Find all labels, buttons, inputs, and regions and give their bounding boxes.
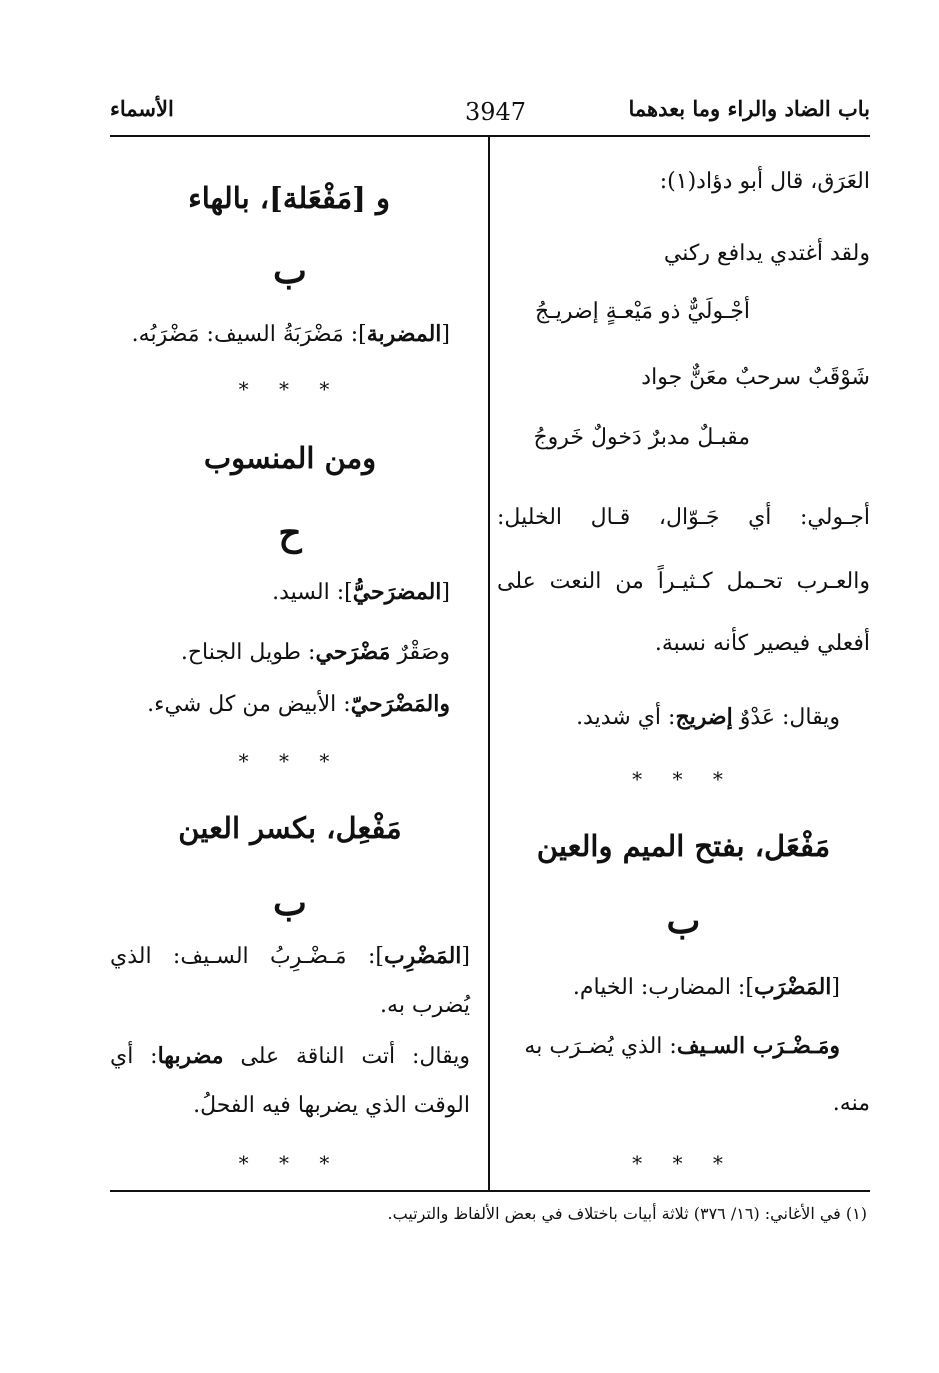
text-fragment: : أي شديد. [576,705,676,730]
section-heading: مَفْعَل، بفتح الميم والعين [536,829,831,863]
bracket: [ [441,580,450,605]
column-divider [488,136,490,1191]
root-letter: ح [278,512,302,554]
section-heading: ومن المنسوب [203,441,377,475]
headword: إضريج [675,704,733,730]
text-fragment: : الأبيض من كل شيء. [147,692,351,717]
section-separator: * * * [632,767,735,791]
section-separator: * * * [238,1151,342,1175]
text-fragment: ويقال: أتت الناقة على [240,1044,470,1069]
text-fragment: : طويل الجناح. [180,640,316,665]
page-number: 3947 [465,98,527,126]
section-separator: * * * [632,1151,735,1175]
section-heading: و [مَفْعَلة]، بالهاء [188,181,390,215]
text-fragment: ]: المضارب: الخيام. [572,975,754,1000]
text-line: العَرَق، قال أبو دؤاد(١): [659,169,870,194]
headword: المَضْرَب [753,974,832,1000]
root-letter: ب [273,250,307,292]
text-line: أفعلي فيصير كأنه نسبة. [654,631,870,656]
entry-line [110,942,470,972]
bracket: [ [441,322,450,347]
verse-line: أجْـولَيٌّ ذو مَيْعـةٍ إضريـجُ [535,299,750,324]
verse-line: شَوْقَبٌ سرحبٌ معَنٌّ جواد [641,365,870,390]
headword: المضرَحيُّ [352,579,442,605]
verse-line: ولقد أغتدي يدافع ركني [663,241,870,266]
headword: ومَـضْـرَب السـيف [676,1033,840,1059]
section-separator: * * * [238,749,342,773]
root-letter: ب [666,900,701,942]
text-fragment: ]: مَضْرَبَةُ السيف: مَضْرَبُه. [131,322,367,347]
footnote: (١) في الأغاني: (١٦/ ٣٧٦) ثلاثة أبيات باختلاف في بعض الألفاظ والترتيب. [387,1204,867,1223]
text-line: يُضرب به. [380,993,470,1018]
chapter-title: باب الضاد والراء وما بعدهما [628,96,870,121]
section-separator: * * * [238,377,342,401]
verse-line: مقبـلٌ مدبرٌ دَخولٌ خَروجُ [533,425,750,450]
text-fragment: : أي [110,1044,158,1069]
bracket: [ [461,944,470,969]
headword: مضربها [157,1043,224,1069]
entry-line [132,320,450,350]
text-line: الوقت الذي يضربها فيه الفحلُ. [193,1093,470,1118]
headword: المَضْرِب [383,943,462,969]
text-fragment: وصَقْرٌ [397,640,450,665]
text-line: منه. [832,1091,870,1116]
section-title: الأسماء [110,96,174,121]
text-line: والعـرب تحـمل كـثيـراً من النعت على [497,569,870,594]
bracket: [ [831,975,840,1000]
headword: والمَضْرَحيّ [350,691,450,717]
entry-line [147,690,450,720]
entry-line [272,578,450,608]
section-heading: مَفْعِل، بكسر العين [178,811,402,845]
headword: مَضْرَحي [315,639,391,665]
text-line [576,703,840,733]
headword: المضربة [366,321,442,347]
footnote-rule [110,1190,870,1192]
entry-line [573,973,840,1003]
text-fragment: : الذي يُضـرَب به [524,1034,677,1059]
text-line: أجـولي: أي جَـوّال، قـال الخليل: [497,505,870,530]
root-letter: ب [273,882,307,924]
text-fragment: ]: السيد. [272,580,353,605]
entry-line [110,1042,470,1072]
entry-line [181,638,450,668]
text-fragment: ويقال: عَدْوٌ [739,705,840,730]
entry-line [524,1032,840,1062]
page-header [100,96,870,132]
header-rule [110,135,870,137]
text-fragment: ]: مَـضْـرِبُ السـيف: الذي [110,944,384,969]
